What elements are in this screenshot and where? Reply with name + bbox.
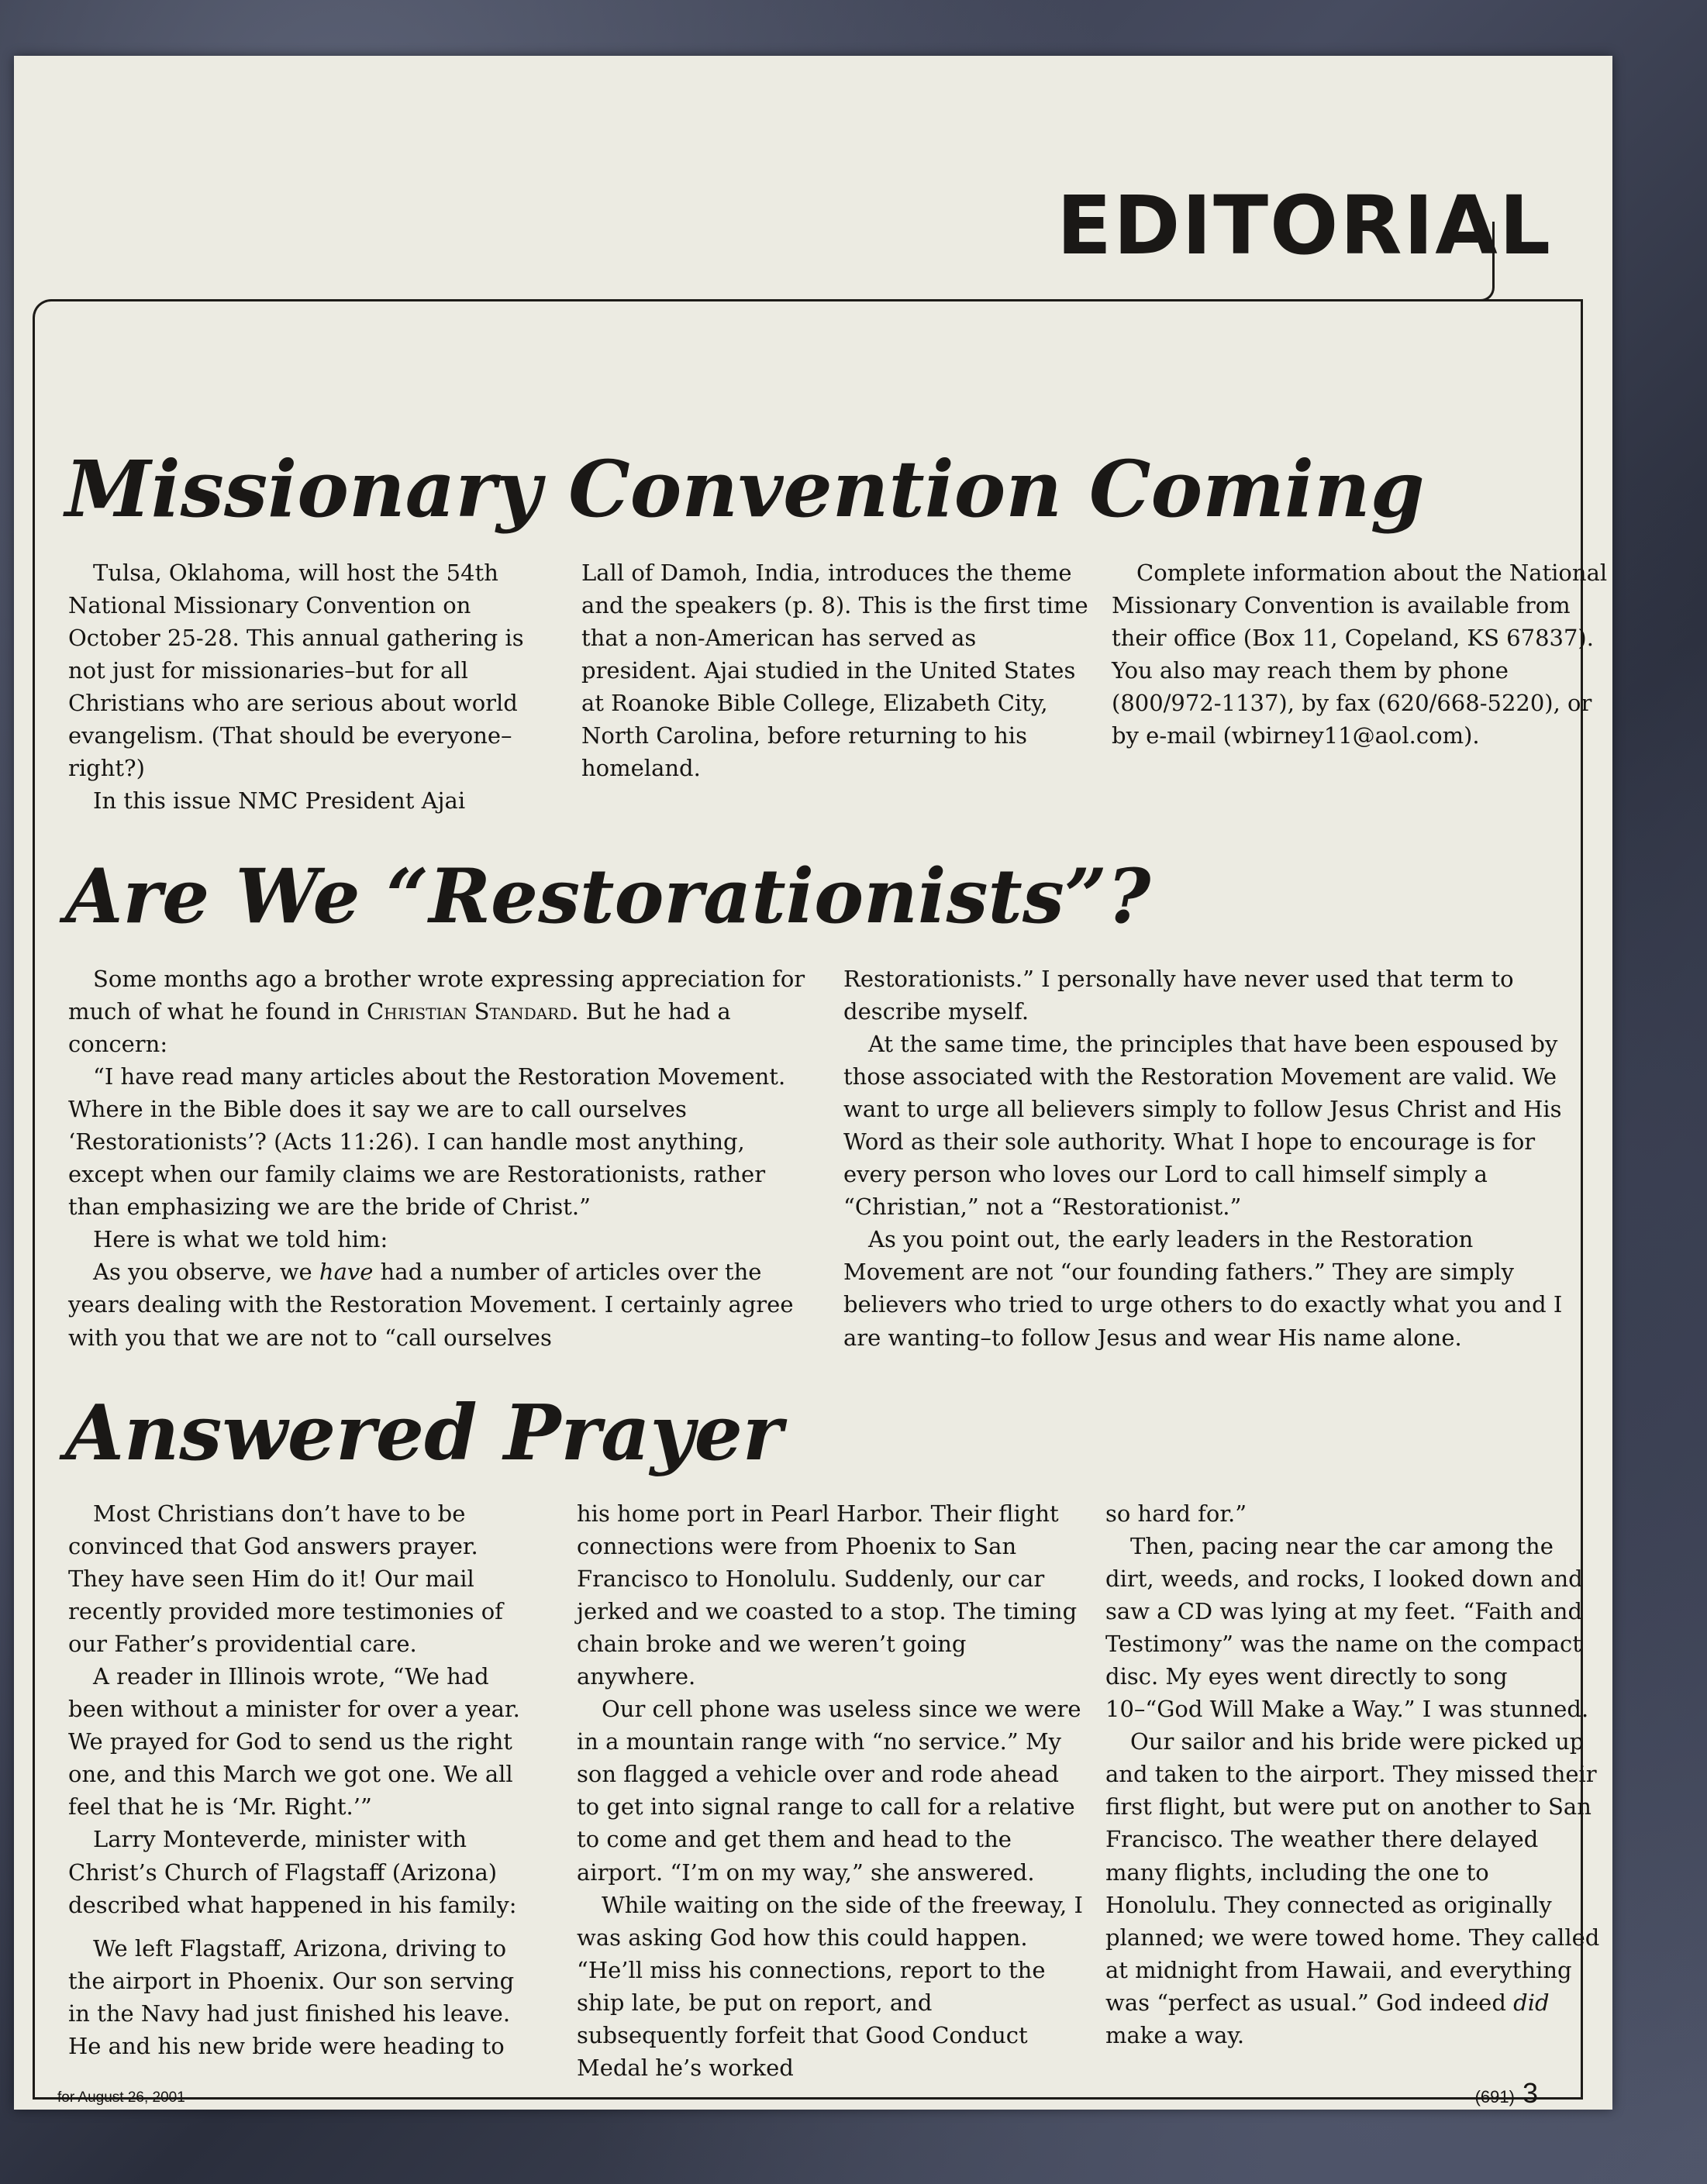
paragraph: so hard for.” [1105, 1500, 1247, 1527]
paragraph: Larry Monteverde, minister with Christ’s Church of Flagstaff (Arizona) described what happened in his family: [68, 1826, 517, 1918]
paragraph: Some months ago a brother wrote expressing appreciation for much of what he found in Christian Standard. But he had a concern: [68, 966, 805, 1058]
emphasis: have [319, 1259, 374, 1286]
paragraph: Our cell phone was useless since we were in a mountain range with “no service.” My son flagged a vehicle over and rode ahead to get into signal range to call for a relative to come and get them and head to the airport. “I’m on my way,” she answered. [577, 1696, 1081, 1886]
frame-rule [33, 2097, 1583, 2100]
paragraph: As you observe, we have had a number of articles over the years dealing with the Restoration Movement. I certainly agree with you that we are not to “call ourselves [68, 1259, 794, 1351]
paragraph: his home port in Pearl Harbor. Their flight connections were from Phoenix to San Francisco to Honolulu. Suddenly, our car jerked and we coasted to a stop. The timing chain broke and we weren’t going anywhere. [577, 1500, 1078, 1690]
article-missionary-convention [68, 556, 1608, 820]
issue-date: for August 26, 2001 [57, 2089, 185, 2106]
paragraph: Then, pacing near the car among the dirt, weeds, and rocks, I looked down and saw a CD was lying at my feet. “Faith and Testimony” was the name on the compact disc. My eyes went directly to song 10–“God Will Make a Way.” I was stunned. [1105, 1533, 1589, 1723]
paragraph: A reader in Illinois wrote, “We had been without a minister for over a year. We prayed for God to send us the right one, and this March we got one. We all feel that he is ‘Mr. Right.’” [68, 1663, 520, 1821]
headline-missionary-convention: Missionary Convention Coming [65, 443, 1425, 535]
paragraph: At the same time, the principles that have been espoused by those associated with the Restoration Movement are valid. We want to urge all believers simply to follow Jesus Christ and His Word as their sole authority. What I hope to encourage is for every person who loves our Lord to call himself simply a “Christian,” not a “Restorationist.” [843, 1031, 1562, 1221]
quoted-letter: We left Flagstaff, Arizona, driving to the airport in Phoenix. Our son serving in the Navy had just finished his leave. He and his new bride were heading to [68, 1934, 515, 2059]
article-column [843, 963, 1588, 1354]
paragraph: While waiting on the side of the freeway, I was asking God how this could happen. “He’ll miss his connections, report to the ship late, be put on report, and subsequently forfeit that Good Conduct Medal he’s worked [577, 1891, 1083, 2081]
paragraph: Our sailor and his bride were picked up and taken to the airport. They missed their first flight, but were put on another to San Francisco. The weather there delayed many flights, including the one to Honolulu. They connected as originally planned; we were towed home. They called at midnight from Hawaii, and everything was “perfect as usual.” God indeed did make a way. [1105, 1728, 1600, 2048]
magazine-name: Christian Standard [366, 998, 572, 1025]
article-column [1105, 1497, 1602, 2051]
article-answered-prayer [68, 1497, 1600, 2086]
article-restorationists [68, 963, 1588, 1366]
paragraph: As you point out, the early leaders in the Restoration Movement are not “our founding fathers.” They are simply believers who tried to urge others to do exactly what you and I are wanting–to follow Jesus and wear His name alone. [843, 1226, 1563, 1351]
paragraph: Here is what we told him: [93, 1226, 388, 1253]
page-number: (691) 3 [1474, 2077, 1538, 2109]
paragraph: Complete information about the National Missionary Convention is available from their office (Box 11, Copeland, KS 67837). You also may reach them by phone (800/972-1137), by fax (620/668-5220), or by e-mail (wbirney11@aol.com). [1112, 560, 1608, 749]
article-column [1112, 556, 1608, 752]
article-column [68, 963, 812, 1354]
headline-restorationists: Are We “Restorationists”? [65, 853, 1151, 940]
paragraph: Most Christians don’t have to be convinced that God answers prayer. They have seen Him do it! Our mail recently provided more testimonies of our Father’s providential care. [68, 1500, 503, 1658]
section-masthead: EDITORIAL [1057, 178, 1552, 273]
paragraph: Tulsa, Oklahoma, will host the 54th National Missionary Convention on October 25-28. This annual gathering is not just for missionaries–but for all Christians who are serious about world evangelism. (That should be everyone–right?) [68, 560, 524, 782]
paragraph: Lall of Damoh, India, introduces the theme and the speakers (p. 8). This is the first time that a non-American has served as president. Ajai studied in the United States at Roanoke Bible College, Elizabeth City, North Carolina, before returning to his homeland. [581, 560, 1088, 782]
folio-number: (691) [1474, 2087, 1515, 2106]
paragraph: “I have read many articles about the Restoration Movement. Where in the Bible does it say we are to call ourselves ‘Restorationists’? (Acts 11:26). I can handle most anything, except when our family claims we are Restorationists, rather than emphasizing we are the bride of Christ.” [68, 1063, 786, 1221]
paragraph: In this issue NMC President Ajai [93, 787, 466, 815]
article-column [68, 556, 541, 817]
article-column [581, 556, 1093, 784]
article-column [577, 1497, 1088, 2084]
article-column [68, 1497, 533, 2062]
paragraph: Restorationists.” I personally have never used that term to describe myself. [843, 966, 1514, 1025]
headline-answered-prayer: Answered Prayer [65, 1389, 783, 1478]
magazine-page [14, 56, 1612, 2110]
emphasis: did [1513, 1989, 1550, 2016]
